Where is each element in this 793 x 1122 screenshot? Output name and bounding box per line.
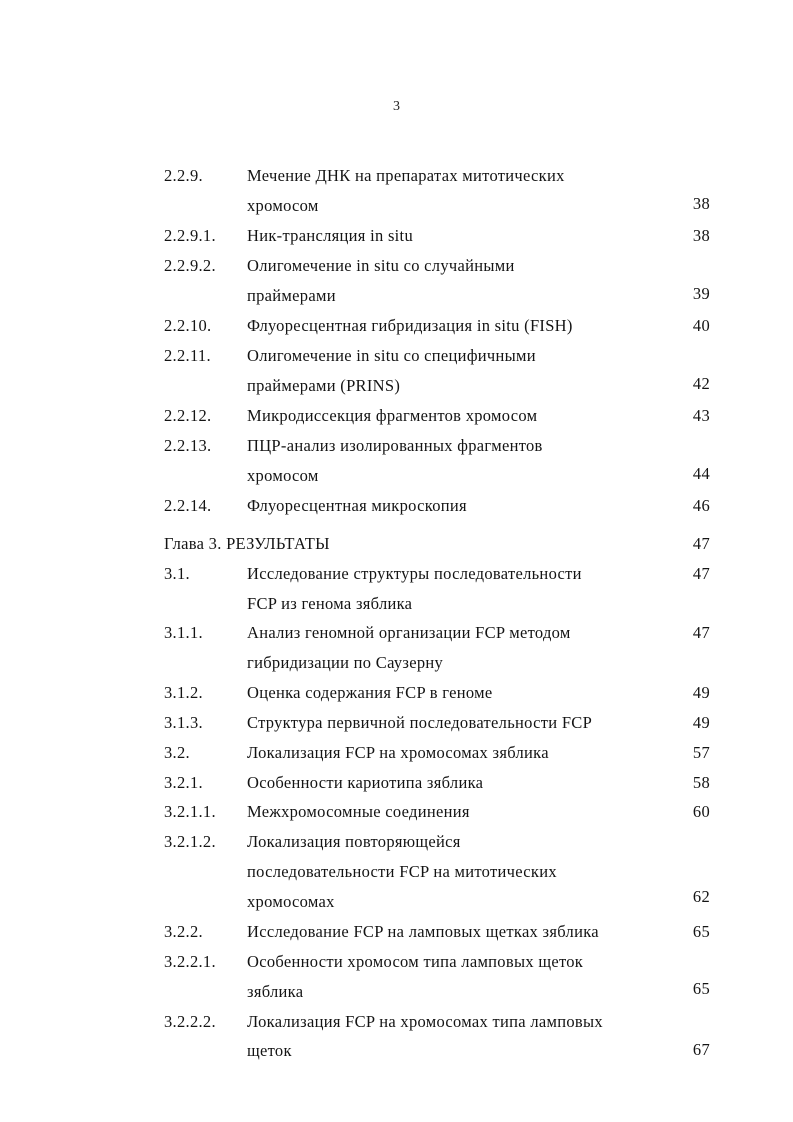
toc-entry-title-line: Флуоресцентная микроскопия xyxy=(247,496,467,515)
toc-entry-page: 44 xyxy=(692,464,710,483)
toc-entry-number: 2.2.14. xyxy=(164,496,212,515)
toc-entry-title-line: Межхромосомные соединения xyxy=(247,802,470,821)
toc-entry-page: 38 xyxy=(692,194,710,213)
toc-entry-number: 3.2.1.1. xyxy=(164,802,216,821)
toc-entry-page: 49 xyxy=(692,683,710,702)
toc-entry-page: 39 xyxy=(692,284,710,303)
toc-entry-title-line: Олигомечение in situ со специфичными xyxy=(247,346,536,365)
toc-entry-page: 65 xyxy=(692,922,710,941)
toc-entry-title-line: праймерами (PRINS) xyxy=(247,376,401,395)
toc-entry-title-line: последовательности FCP на митотических xyxy=(247,862,557,881)
toc-entry-page: 46 xyxy=(692,496,710,515)
toc-entry-title-line: Анализ геномной организации FCP методом xyxy=(247,623,571,642)
toc-entry-number: 3.2.2.1. xyxy=(164,952,216,971)
toc-entry-number: 3.2.1. xyxy=(164,773,203,792)
toc-entry-number: 2.2.9.1. xyxy=(164,226,216,245)
toc-entry-title-line: Исследование структуры последовательности xyxy=(247,564,582,583)
toc-entry-title-line: праймерами xyxy=(247,286,336,305)
toc-entry-page: 57 xyxy=(692,743,710,762)
toc-entry-title-line: Локализация повторяющейся xyxy=(247,832,461,851)
toc-entry-title-line: Локализация FCP на хромосомах зяблика xyxy=(247,743,549,762)
toc-entry-title-line: Локализация FCP на хромосомах типа ламповых xyxy=(247,1012,603,1031)
toc-entry-title-line: Оценка содержания FCP в геноме xyxy=(247,683,493,702)
toc-entry-title-line: ПЦР-анализ изолированных фрагментов xyxy=(247,436,543,455)
toc-entry-page: 65 xyxy=(692,979,710,998)
toc-entry-number: 3.1.1. xyxy=(164,623,203,642)
toc-entry-page: 40 xyxy=(692,316,710,335)
toc-entry-number: 2.2.9.2. xyxy=(164,256,216,275)
toc-entry-title-line: Исследование FCP на ламповых щетках зяблика xyxy=(247,922,599,941)
toc-entry-title-line: зяблика xyxy=(247,982,304,1001)
toc-entry-number: 2.2.9. xyxy=(164,166,203,185)
toc-entry-title-line: хромосом xyxy=(247,466,319,485)
toc-entry-title-line: хромосом xyxy=(247,196,319,215)
toc-entry-title-line: FCP из генома зяблика xyxy=(247,594,413,613)
toc-entry-title-line: Микродиссекция фрагментов хромосом xyxy=(247,406,538,425)
toc-entry-page: 67 xyxy=(692,1040,710,1059)
toc-entry-page: 62 xyxy=(692,887,710,906)
toc-entry-number: 3.2.2.2. xyxy=(164,1012,216,1031)
toc-entry-title-line: Особенности кариотипа зяблика xyxy=(247,773,484,792)
toc-entry-number: 3.2.1.2. xyxy=(164,832,216,851)
toc-entry-number: 2.2.10. xyxy=(164,316,212,335)
toc-entry-number: 2.2.13. xyxy=(164,436,212,455)
toc-entry-title-line: гибридизации по Саузерну xyxy=(247,653,444,672)
page-number: 3 xyxy=(393,99,400,114)
toc-entry-page: 49 xyxy=(692,713,710,732)
toc-entry-title-line: Мечение ДНК на препаратах митотических xyxy=(247,166,565,185)
toc-entry-number: 3.1.2. xyxy=(164,683,203,702)
toc-chapter-title: Глава 3. РЕЗУЛЬТАТЫ xyxy=(164,534,330,553)
toc-entry-title-line: щеток xyxy=(247,1041,292,1060)
toc-entry-page: 47 xyxy=(692,623,710,642)
toc-entry-title-line: Структура первичной последовательности FCP xyxy=(247,713,593,732)
toc-entry-page: 47 xyxy=(692,534,710,553)
toc-entry-page: 38 xyxy=(692,226,710,245)
toc-entry-title-line: Флуоресцентная гибридизация in situ (FISH) xyxy=(247,316,573,335)
toc-entry-title-line: Олигомечение in situ со случайными xyxy=(247,256,515,275)
toc-entry-number: 2.2.12. xyxy=(164,406,212,425)
toc-entry-number: 3.2.2. xyxy=(164,922,203,941)
toc-entry-page: 60 xyxy=(692,802,710,821)
toc-entry-title-line: Ник-трансляция in situ xyxy=(247,226,413,245)
toc-entry-title-line: Особенности хромосом типа ламповых щеток xyxy=(247,952,584,971)
toc-entry-number: 2.2.11. xyxy=(164,346,211,365)
toc-entry-page: 43 xyxy=(692,406,710,425)
toc-entry-page: 47 xyxy=(692,564,710,583)
toc-entry-number: 3.2. xyxy=(164,743,190,762)
toc-entry-title-line: хромосомах xyxy=(247,892,335,911)
toc-entry-number: 3.1.3. xyxy=(164,713,203,732)
toc-entry-number: 3.1. xyxy=(164,564,190,583)
toc-entry-page: 42 xyxy=(692,374,710,393)
toc-entry-page: 58 xyxy=(692,773,710,792)
